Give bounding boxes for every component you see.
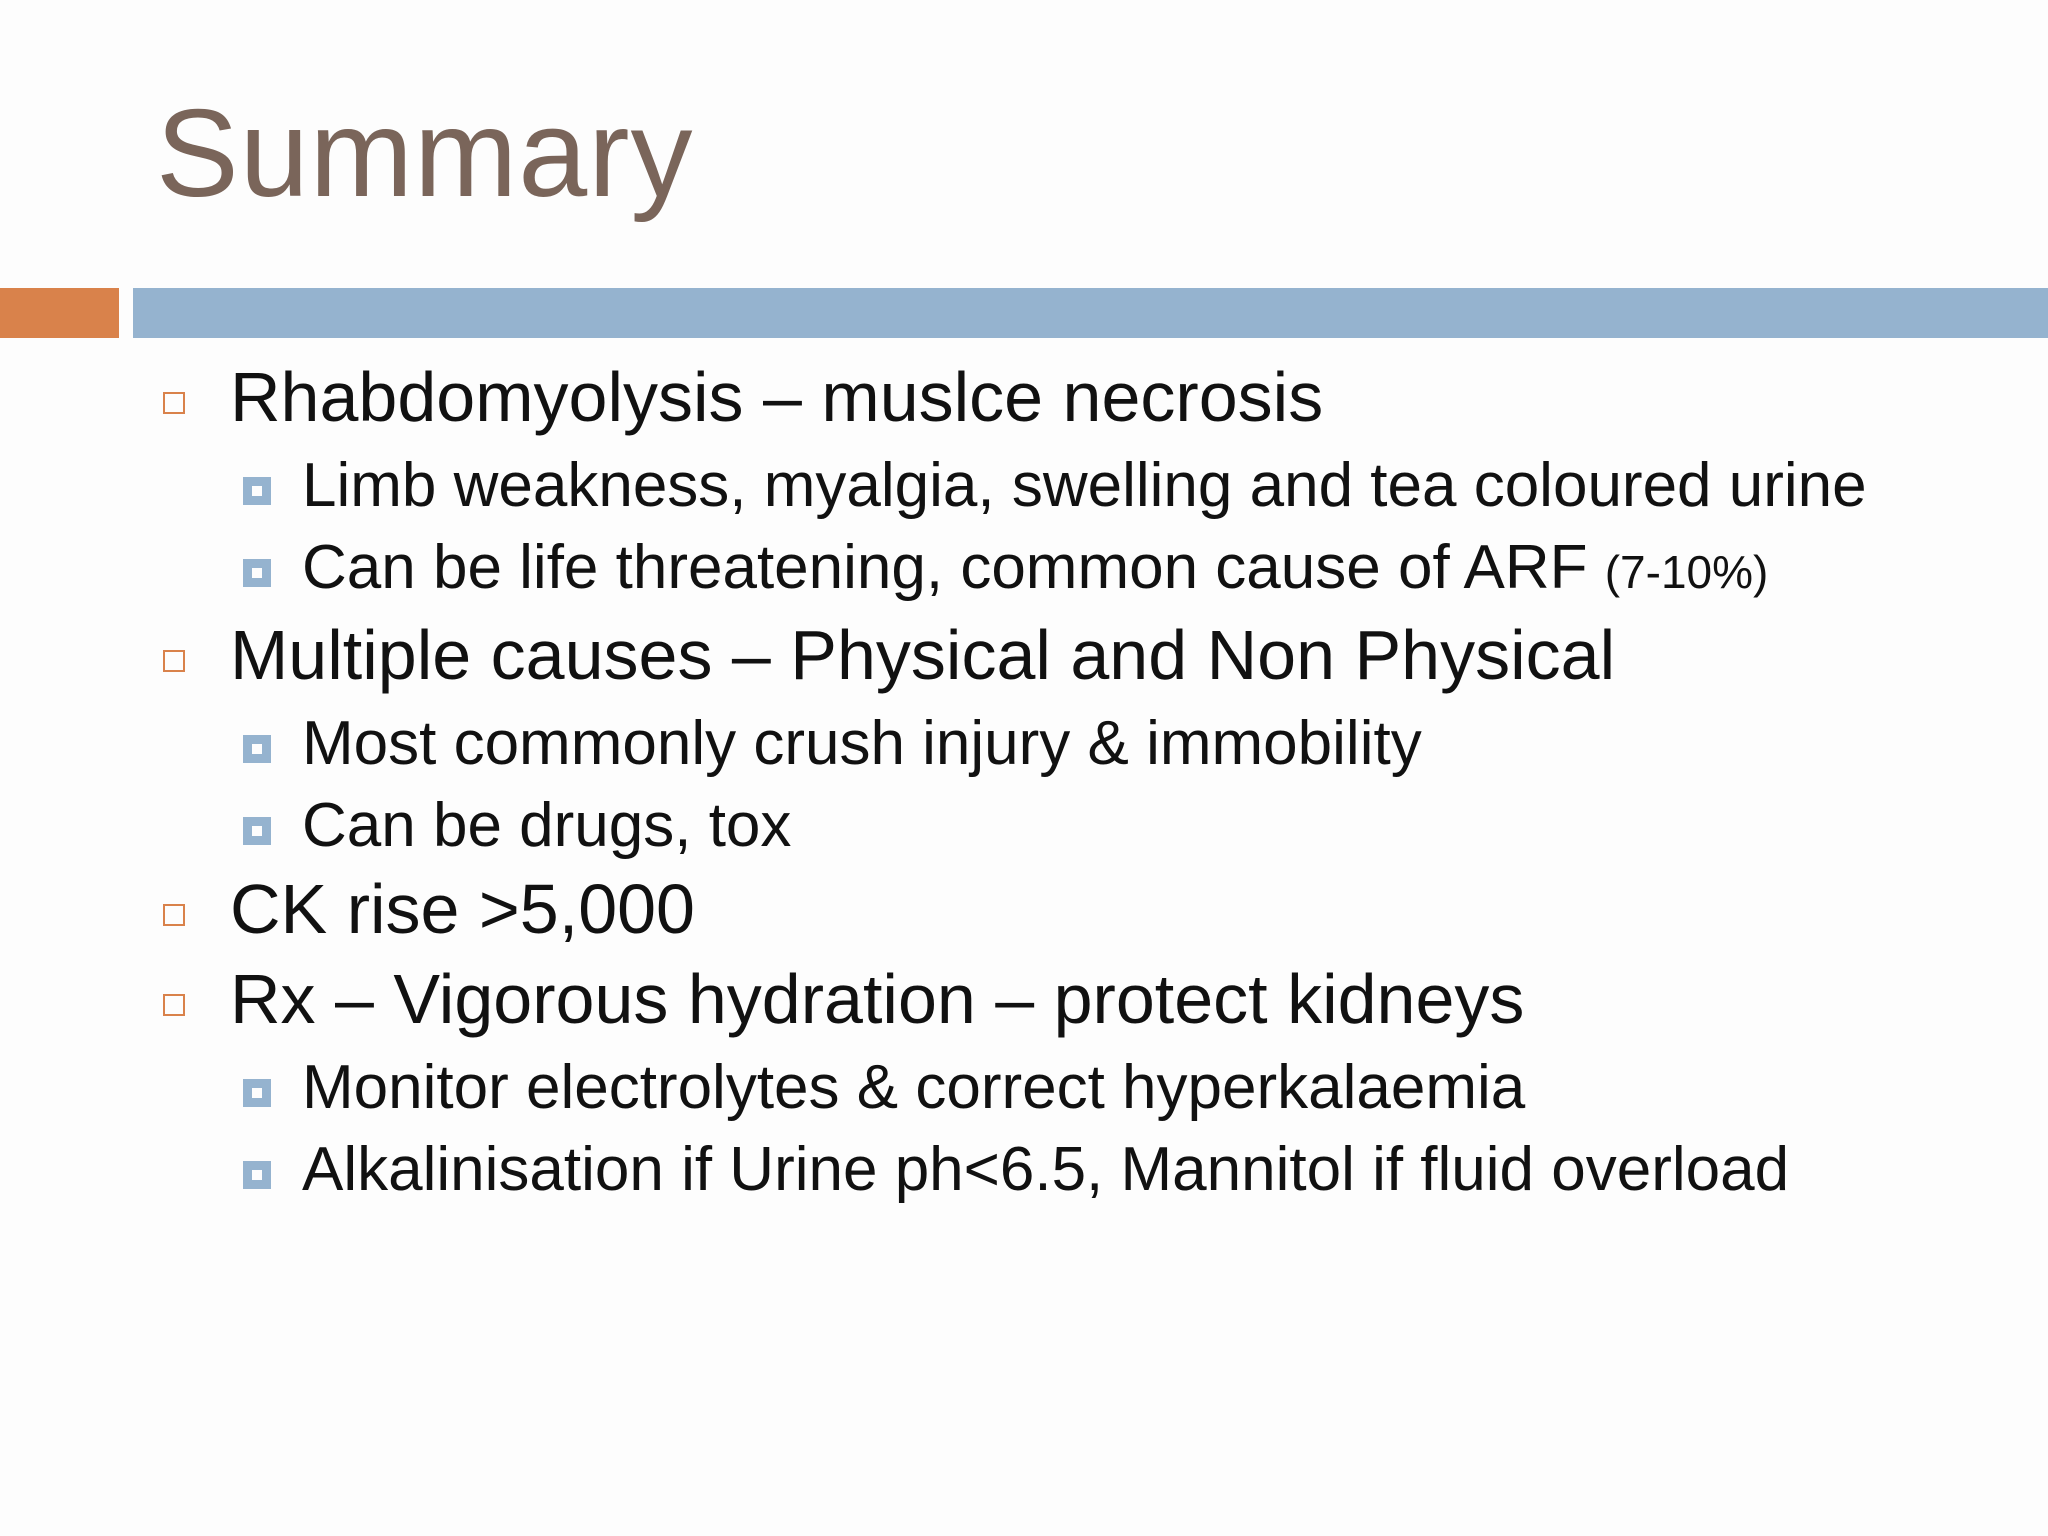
hollow-square-bullet-icon: [163, 994, 185, 1016]
sub-list-item-text: Most commonly crush injury & immobility: [302, 709, 1422, 778]
bullet-list: [156, 356, 2026, 1204]
hollow-square-bullet-icon: [163, 392, 185, 414]
square-bullet-icon: [243, 477, 271, 505]
list-item: [156, 356, 2026, 438]
list-item: [156, 614, 2026, 696]
list-item-text: Rx – Vigorous hydration – protect kidneys: [230, 960, 1525, 1038]
square-bullet-icon: [243, 735, 271, 763]
sub-list-item-text: Can be drugs, tox: [302, 791, 792, 860]
hollow-square-bullet-icon: [163, 904, 185, 926]
sub-list-item: [156, 710, 2026, 778]
list-item: [156, 958, 2026, 1040]
sub-list-item-text: Monitor electrolytes & correct hyperkalaemia: [302, 1053, 1526, 1122]
sub-list-item: [156, 792, 2026, 860]
list-item-text: Rhabdomyolysis – muslce necrosis: [230, 358, 1324, 436]
sub-list-item-text: Alkalinisation if Urine ph<6.5, Mannitol if fluid overload: [302, 1135, 1790, 1204]
sub-list-item-text: Limb weakness, myalgia, swelling and tea coloured urine: [302, 451, 1867, 520]
accent-bar-blue: [133, 288, 2048, 338]
square-bullet-icon: [243, 1161, 271, 1189]
sub-list-item-text: Can be life threatening, common cause of ARF: [302, 533, 1588, 602]
sub-list-item: [156, 1136, 2026, 1204]
hollow-square-bullet-icon: [163, 650, 185, 672]
list-item-text: Multiple causes – Physical and Non Physical: [230, 616, 1616, 694]
square-bullet-icon: [243, 559, 271, 587]
list-item-text: CK rise >5,000: [230, 870, 695, 948]
sub-list-item: [156, 1054, 2026, 1122]
sub-list-item: [156, 452, 2026, 520]
sub-list-item-note: (7-10%): [1604, 546, 1769, 598]
accent-bar-orange: [0, 288, 119, 338]
sub-list-item: [156, 534, 2026, 606]
square-bullet-icon: [243, 1079, 271, 1107]
slide-title: Summary: [156, 85, 694, 223]
list-item: [156, 868, 2026, 950]
square-bullet-icon: [243, 817, 271, 845]
